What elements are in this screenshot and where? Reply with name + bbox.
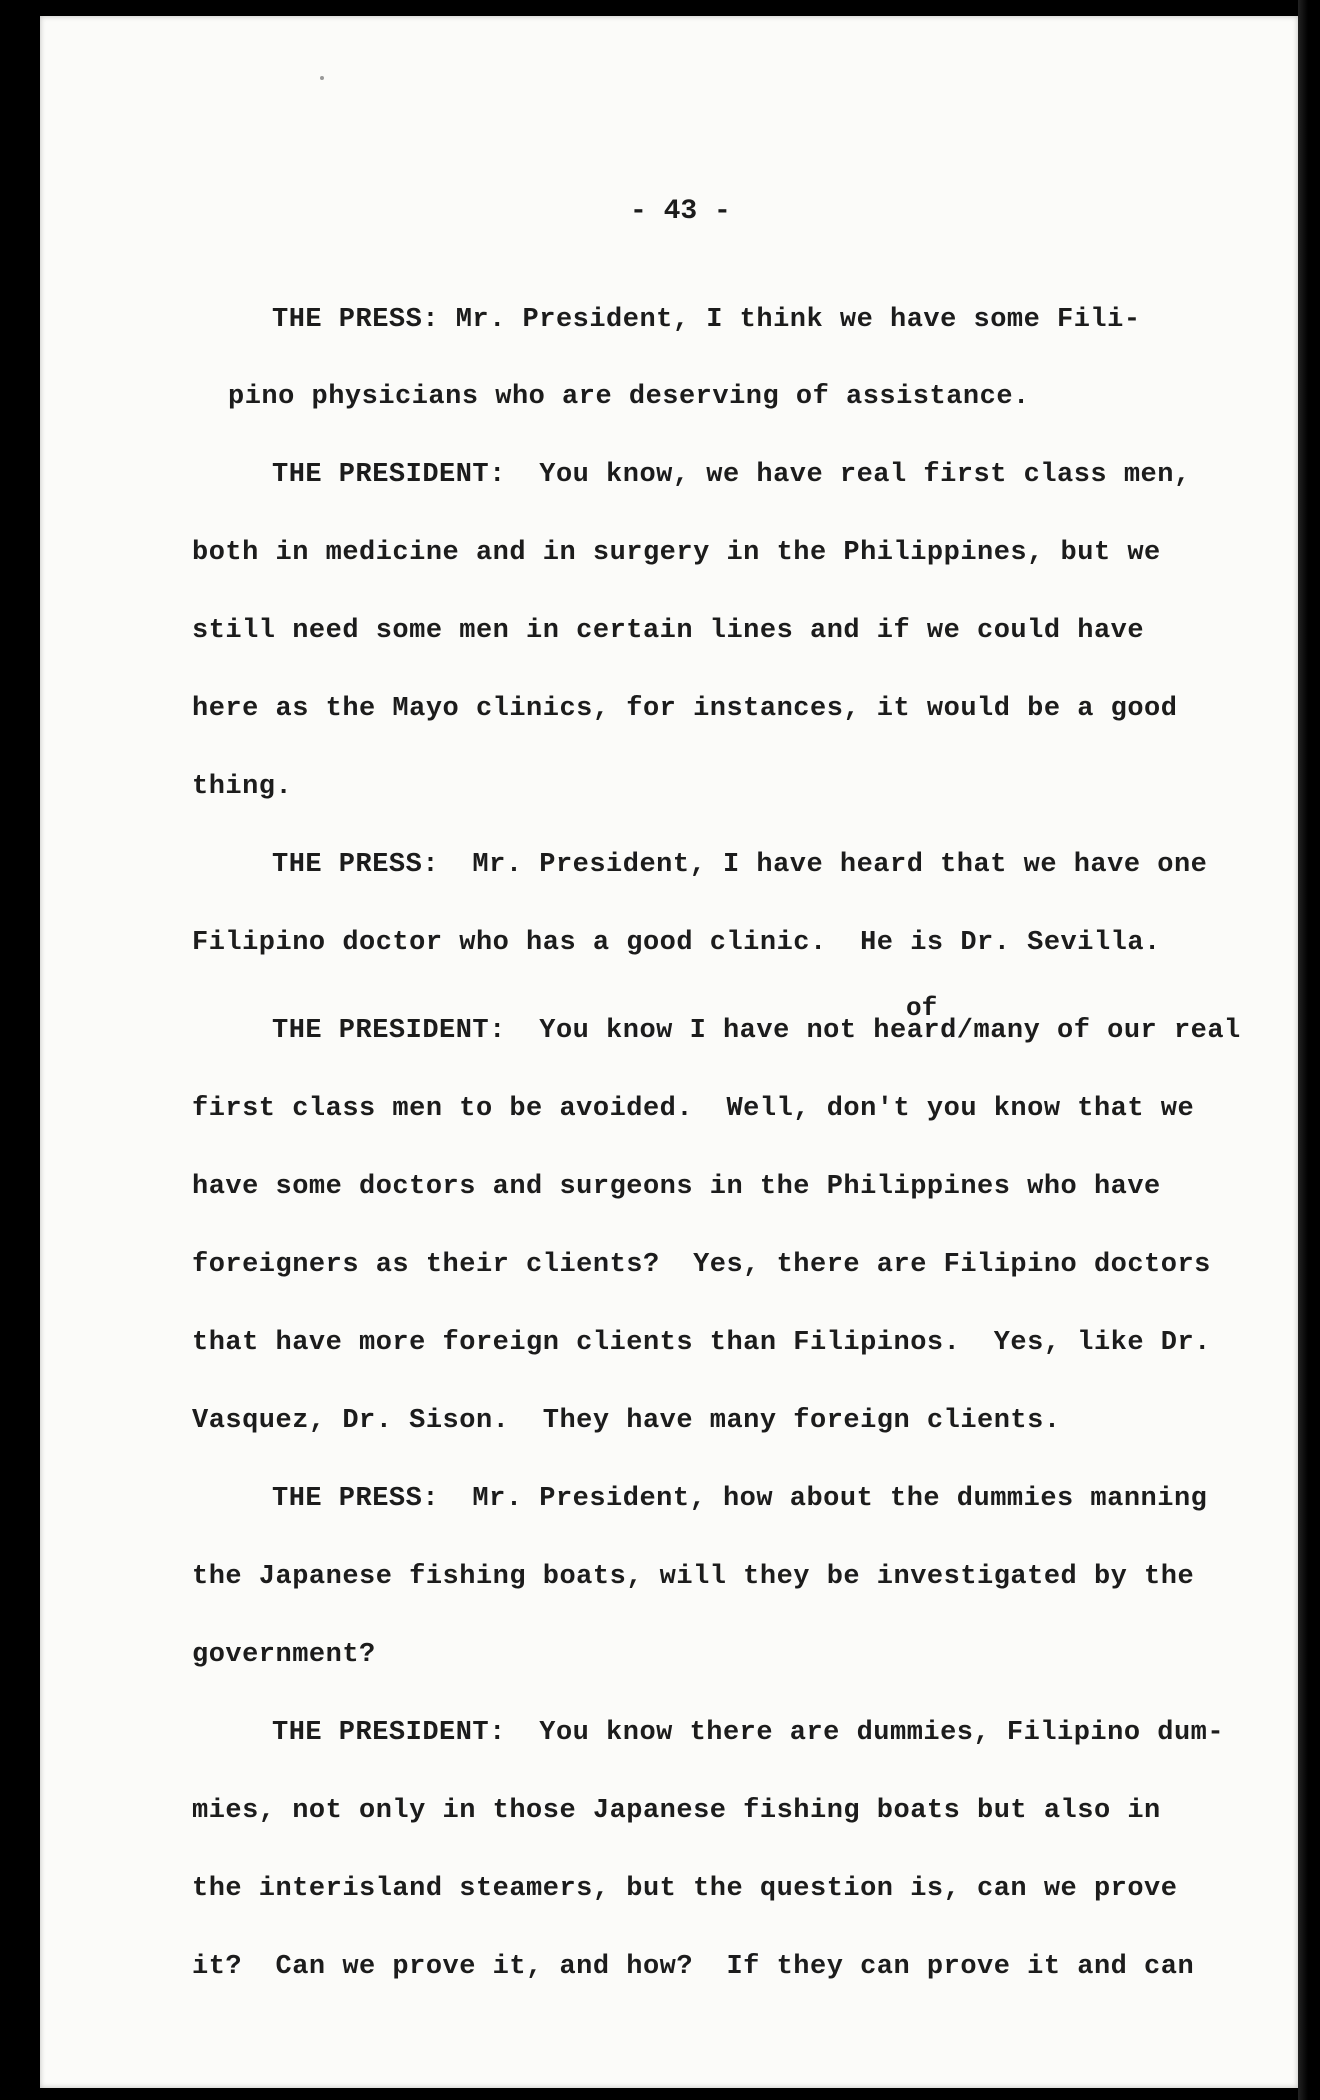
text-line-9: Filipino doctor who has a good clinic. He is Dr. Sevilla. [192, 928, 1161, 958]
text-line-2: pino physicians who are deserving of assistance. [228, 382, 1030, 412]
text-line-20: mies, not only in those Japanese fishing boats but also in [192, 1796, 1161, 1826]
text-line-21: the interisland steamers, but the question is, can we prove [192, 1874, 1178, 1904]
paper-speck [320, 76, 324, 80]
page-number: - 43 - [630, 196, 731, 227]
text-line-18: government? [192, 1640, 376, 1670]
text-line-1: THE PRESS: Mr. President, I think we have some Fili- [272, 305, 1141, 335]
text-line-14: that have more foreign clients than Filipinos. Yes, like Dr. [192, 1328, 1211, 1358]
text-line-8: THE PRESS: Mr. President, I have heard that we have one [272, 850, 1208, 880]
text-line-13: foreigners as their clients? Yes, there are Filipino doctors [192, 1250, 1211, 1280]
text-line-3: THE PRESIDENT: You know, we have real first class men, [272, 460, 1191, 490]
text-line-11: first class men to be avoided. Well, don't you know that we [192, 1094, 1195, 1124]
text-line-4: both in medicine and in surgery in the Philippines, but we [192, 538, 1161, 568]
text-line-10: THE PRESIDENT: You know I have not heard/many of our real [272, 1016, 1241, 1046]
text-line-15: Vasquez, Dr. Sison. They have many foreign clients. [192, 1406, 1061, 1436]
text-line-16: THE PRESS: Mr. President, how about the dummies manning [272, 1484, 1208, 1514]
text-line-5: still need some men in certain lines and if we could have [192, 616, 1145, 646]
text-line-6: here as the Mayo clinics, for instances, it would be a good [192, 694, 1178, 724]
text-line-19: THE PRESIDENT: You know there are dummies, Filipino dum- [272, 1718, 1225, 1748]
text-line-7: thing. [192, 772, 293, 802]
page-edge-shadow [1298, 0, 1308, 2100]
text-line-22: it? Can we prove it, and how? If they can prove it and can [192, 1952, 1195, 1982]
text-line-17: the Japanese fishing boats, will they be investigated by the [192, 1562, 1195, 1592]
text-line-12: have some doctors and surgeons in the Philippines who have [192, 1172, 1161, 1202]
handwritten-insert: of [906, 993, 938, 1023]
